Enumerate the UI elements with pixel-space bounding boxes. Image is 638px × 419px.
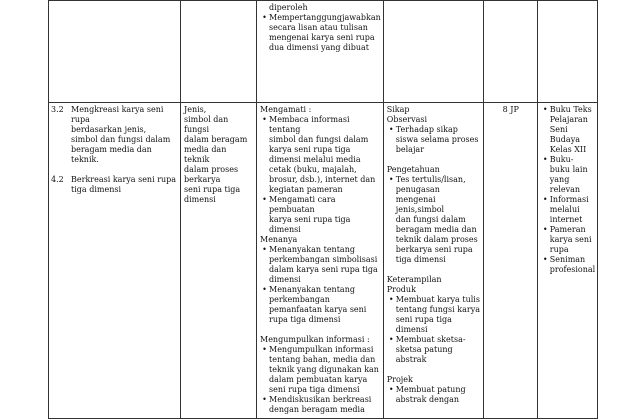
text-line: Informasi xyxy=(549,195,589,204)
text-line: seni rupa tiga xyxy=(395,315,452,324)
section-heading: Pengetahuan xyxy=(386,165,440,174)
text-line: mengenai karya seni rupa xyxy=(269,33,375,42)
text-line: berkarya seni rupa xyxy=(395,245,473,254)
text-line: Budaya xyxy=(549,135,580,144)
text-line: brosur, dsb.), internet dan xyxy=(269,175,376,184)
text-line: Seni xyxy=(549,125,568,134)
text-line: dan fungsi dalam xyxy=(395,215,466,224)
text-line: rupa tiga dimensi xyxy=(269,315,341,324)
bullet-item xyxy=(541,195,595,225)
text-line: dalam karya seni rupa tiga xyxy=(269,265,378,274)
text-line: tiga dimensi xyxy=(71,185,122,194)
text-line: Produk xyxy=(386,285,416,294)
section-heading: Menanya xyxy=(260,235,298,244)
text-line: Mengumpulkan informasi xyxy=(269,345,374,354)
cell-waktu-top xyxy=(483,1,537,103)
bullet-item xyxy=(387,385,481,405)
bullet-item xyxy=(260,285,381,325)
bullet-item xyxy=(260,345,381,395)
text-line: Pelajaran xyxy=(549,115,588,124)
cell-penilaian xyxy=(383,103,483,419)
text-line: dimensi melalui media xyxy=(269,155,361,164)
cell-penilaian-top xyxy=(383,1,483,103)
text-line: Kelas XII xyxy=(549,145,587,154)
kd-item xyxy=(51,105,178,165)
text-line: beragam media dan teknik. xyxy=(71,145,152,164)
bullet-icon: • xyxy=(542,225,548,234)
text-line: Membuat patung xyxy=(395,385,466,394)
cell-sumber-top xyxy=(537,1,597,103)
section-heading: Projek xyxy=(386,375,413,384)
kd-item xyxy=(51,175,178,195)
bullet-item xyxy=(541,155,595,195)
bullet-item xyxy=(260,395,381,415)
text-line: dalam beragam xyxy=(184,135,248,144)
text-line: Membuat karya tulis xyxy=(395,295,480,304)
cell-kegiatan-top xyxy=(257,1,384,103)
text-line: perkembangan simbolisasi xyxy=(269,255,378,264)
bullet-item xyxy=(260,195,381,235)
text-line: siswa selama proses xyxy=(395,135,479,144)
text-line: Jenis, xyxy=(184,105,207,114)
text-line: mengenai jenis,simbol xyxy=(395,195,445,214)
text-line: Berkreasi karya seni rupa xyxy=(71,175,177,184)
bullet-item xyxy=(541,255,595,275)
text-line: media dan teknik xyxy=(184,145,227,164)
text-line: berkarya xyxy=(184,175,221,184)
text-line: cetak (buku, majalah, xyxy=(269,165,357,174)
text-line: dimensi xyxy=(184,195,216,204)
section-heading: Keterampilan xyxy=(386,275,442,284)
text-line: tentang bahan, media dan xyxy=(269,355,376,364)
text-line: dengan beragam media xyxy=(269,405,365,414)
bullet-item xyxy=(541,225,595,255)
text-line: abstrak xyxy=(395,355,427,364)
bullet-item xyxy=(541,105,595,155)
text-line: profesional xyxy=(549,265,596,274)
text-line: seni rupa tiga xyxy=(184,185,241,194)
bullet-icon: • xyxy=(542,195,548,204)
text-line: belajar xyxy=(395,145,425,154)
cell-kompetensi-dasar xyxy=(49,103,181,419)
text-line: Buku Teks xyxy=(549,105,592,114)
bullet-icon: • xyxy=(388,125,394,134)
bullet-icon: • xyxy=(262,285,267,294)
bullet-item xyxy=(387,125,481,155)
text-line: teknik yang digunakan kan xyxy=(269,365,379,374)
bullet-icon: • xyxy=(262,115,267,124)
text-line: Mempertanggungjawabkan xyxy=(269,13,381,22)
text-line: sketsa patung xyxy=(395,345,453,354)
text-line: simbol dan fungsi dalam xyxy=(269,135,369,144)
text-line: rupa xyxy=(549,245,569,254)
kd-number: 4.2 xyxy=(51,175,64,184)
bullet-icon: • xyxy=(388,385,394,394)
text-line: perkembangan xyxy=(269,295,330,304)
text-line: penugasan xyxy=(395,185,440,194)
section-heading: Mengamati : xyxy=(260,105,312,114)
table-row-main xyxy=(49,103,598,419)
text-line: Membuat sketsa- xyxy=(395,335,466,344)
text-line: dimensi xyxy=(395,325,428,334)
text-line: Membaca informasi tentang xyxy=(269,115,350,134)
text-line: melalui xyxy=(549,205,580,214)
section-heading: Mengumpulkan informasi : xyxy=(260,335,370,344)
bullet-icon: • xyxy=(262,245,267,254)
text-line: simbol dan fungsi xyxy=(184,115,229,134)
bullet-item xyxy=(260,13,381,53)
text-line: dalam proses xyxy=(184,165,239,174)
table-row-top xyxy=(49,1,598,103)
bullet-item xyxy=(387,295,481,335)
text-line: relevan xyxy=(549,185,581,194)
text-line: Mengkreasi karya seni rupa xyxy=(71,105,164,124)
text-line: Terhadap sikap xyxy=(395,125,458,134)
text-line: karya seni rupa tiga xyxy=(269,145,351,154)
cell-sumber-belajar xyxy=(537,103,597,419)
text-line: kegiatan pameran xyxy=(269,185,343,194)
bullet-icon: • xyxy=(262,13,267,22)
bullet-icon: • xyxy=(388,175,394,184)
bullet-item xyxy=(260,245,381,285)
bullet-icon: • xyxy=(542,255,548,264)
text-line: Menanyakan tentang xyxy=(269,245,355,254)
text-line: buku lain xyxy=(549,165,588,174)
bullet-icon: • xyxy=(542,105,548,114)
text-line: dimensi xyxy=(269,225,301,234)
text-line: tiga dimensi xyxy=(395,255,446,264)
text-line: Tes tertulis/lisan, xyxy=(395,175,466,184)
cell-materi-pokok xyxy=(181,103,257,419)
text-line: karya seni rupa tiga xyxy=(269,215,351,224)
silabus-table xyxy=(48,0,598,419)
text-line: Pameran xyxy=(549,225,586,234)
text-line: teknik dalam proses xyxy=(395,235,478,244)
text-line: Menanyakan tentang xyxy=(269,285,355,294)
bullet-item xyxy=(387,175,481,265)
text-line: yang xyxy=(549,175,570,184)
text-line: beragam media dan xyxy=(395,225,477,234)
cell-alokasi-waktu xyxy=(483,103,537,419)
text-line: dalam pembuatan karya xyxy=(269,375,368,384)
bullet-item xyxy=(387,335,481,365)
bullet-icon: • xyxy=(262,345,267,354)
text-line: diperoleh xyxy=(269,3,308,12)
text-line: berdasarkan jenis, xyxy=(71,125,147,134)
text-line: dimensi xyxy=(269,275,301,284)
text-line: seni rupa tiga dimensi xyxy=(269,385,360,394)
text-line: abstrak dengan xyxy=(395,395,460,404)
text-line: Buku- xyxy=(549,155,574,164)
kd-number: 3.2 xyxy=(51,105,64,114)
text-line: Mengamati cara pembuatan xyxy=(269,195,336,214)
cell-materi-top xyxy=(181,1,257,103)
time-allocation: 8 JP xyxy=(502,105,519,114)
cell-kegiatan-pembelajaran xyxy=(257,103,384,419)
bullet-icon: • xyxy=(542,155,548,164)
bullet-icon: • xyxy=(388,335,394,344)
text-line: internet xyxy=(549,215,583,224)
text-line: secara lisan atau tulisan xyxy=(269,23,368,32)
text-line: karya seni xyxy=(549,235,592,244)
text-line: dua dimensi yang dibuat xyxy=(269,43,369,52)
bullet-icon: • xyxy=(388,295,394,304)
cell-kd-top xyxy=(49,1,181,103)
text-line: simbol dan fungsi dalam xyxy=(71,135,171,144)
text-line: Seniman xyxy=(549,255,586,264)
bullet-icon: • xyxy=(262,395,267,404)
bullet-item xyxy=(260,115,381,195)
section-heading: Sikap xyxy=(386,105,410,114)
text-line: Mendiskusikan berkreasi xyxy=(269,395,372,404)
text-line: pemanfaatan karya seni xyxy=(269,305,367,314)
bullet-icon: • xyxy=(262,195,267,204)
text-line: tentang fungsi karya xyxy=(395,305,480,314)
text-line: Observasi xyxy=(386,115,428,124)
